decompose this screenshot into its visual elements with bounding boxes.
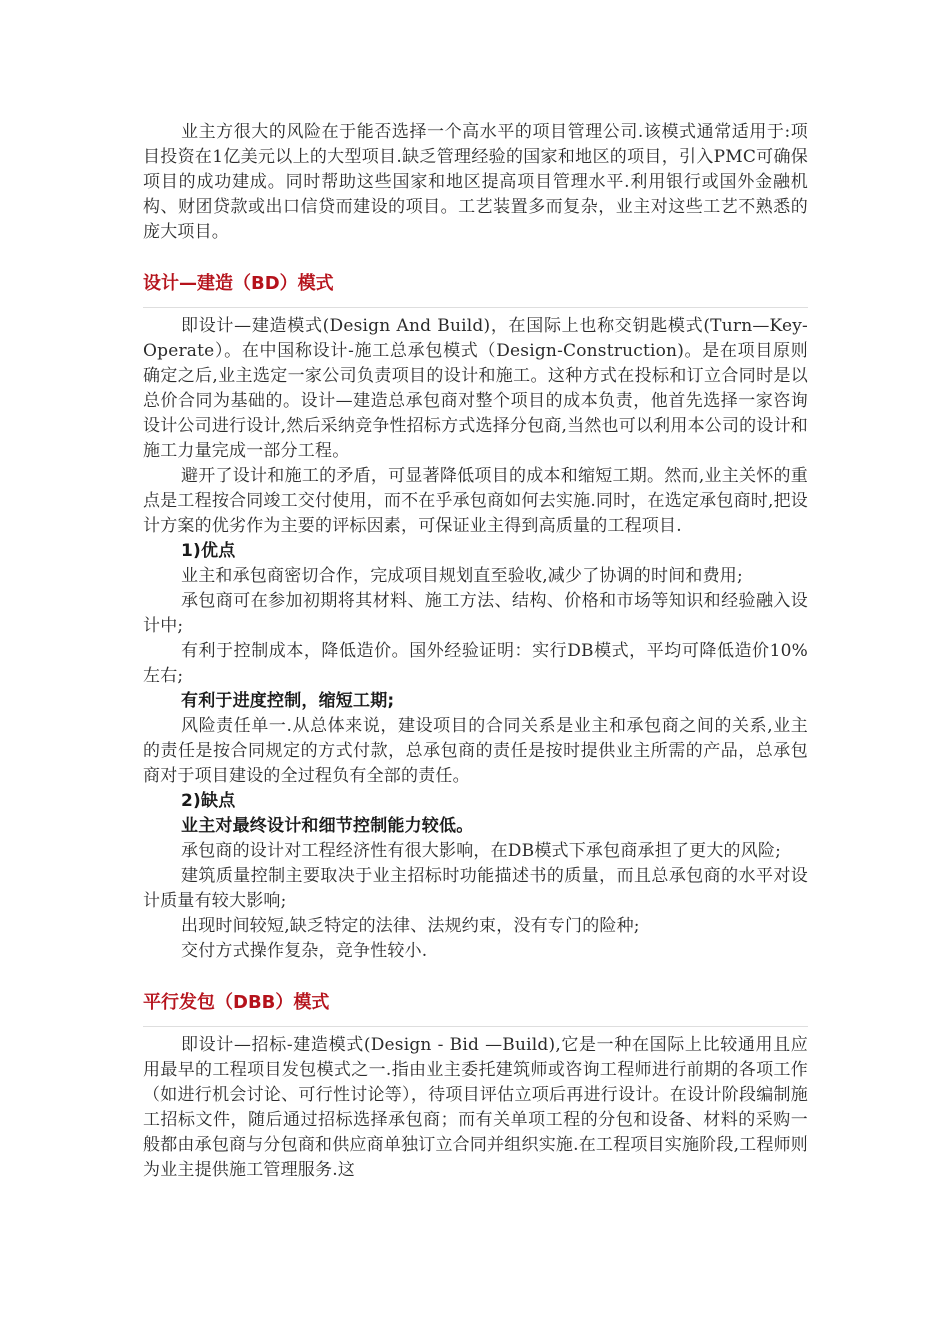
document-page: [143, 120, 808, 1183]
disadvantage-item-5: 交付方式操作复杂，竞争性较小.: [181, 941, 428, 961]
advantage-item-5: 风险责任单一.从总体来说，建设项目的合同关系是业主和承包商之间的关系,业主的责任是按合同规定的方式付款，总承包商的责任是按时提供业主所需的产品，总承包商对于项目建设的全过程负有全部的责任。: [143, 716, 808, 786]
advantage-item-4: 有利于进度控制，缩短工期;: [181, 691, 395, 711]
disadvantage-item-4: 出现时间较短,缺乏特定的法律、法规约束，没有专门的险种;: [181, 916, 640, 936]
disadvantage-item-1: 业主对最终设计和细节控制能力较低。: [181, 816, 474, 836]
disadvantage-item-2: 承包商的设计对工程经济性有很大影响，在DB模式下承包商承担了更大的风险;: [181, 841, 782, 861]
disadvantages-heading: 2)缺点: [181, 791, 236, 811]
dbb-paragraph-1: 即设计—招标-建造模式(Design - Bid —Build),它是一种在国际上比较通用且应用最早的工程项目发包模式之一.指由业主委托建筑师或咨询工程师进行前期的各项工作（如进行机会讨论、可行性讨论等），待项目评估立项后再进行设计。在设计阶段编制施工招标文件，随后通过招标选择承包商；而有关单项工程的分包和设备、材料的采购一般都由承包商与分包商和供应商单独订立合同并组织实施.在工程项目实施阶段,工程师则为业主提供施工管理服务.这: [143, 1035, 808, 1180]
dbb-section-heading: 平行发包（DBB）模式: [143, 992, 330, 1013]
bd-paragraph-2: 避开了设计和施工的矛盾，可显著降低项目的成本和缩短工期。然而,业主关怀的重点是工程按合同竣工交付使用，而不在乎承包商如何去实施.同时，在选定承包商时,把设计方案的优劣作为主要的评标因素，可保证业主得到高质量的工程项目.: [143, 466, 808, 536]
disadvantage-item-3: 建筑质量控制主要取决于业主招标时功能描述书的质量，而且总承包商的水平对设计质量有较大影响;: [143, 866, 808, 911]
advantage-item-3: 有利于控制成本，降低造价。国外经验证明：实行DB模式，平均可降低造价10%左右;: [143, 641, 808, 686]
advantage-item-2: 承包商可在参加初期将其材料、施工方法、结构、价格和市场等知识和经验融入设计中;: [143, 591, 808, 636]
bd-paragraph-1: 即设计—建造模式(Design And Build)，在国际上也称交钥匙模式(Turn—Key-Operate）。在中国称设计-施工总承包模式（Design-Construction)。是在项目原则确定之后,业主选定一家公司负责项目的设计和施工。这种方式在投标和订立合同时是以总价合同为基础的。设计—建造总承包商对整个项目的成本负责，他首先选择一家咨询设计公司进行设计,然后采纳竞争性招标方式选择分包商,当然也可以利用本公司的设计和施工力量完成一部分工程。: [143, 316, 808, 461]
advantage-item-1: 业主和承包商密切合作，完成项目规划直至验收,减少了协调的时间和费用;: [181, 566, 743, 586]
advantages-heading: 1)优点: [181, 541, 236, 561]
intro-paragraph: 业主方很大的风险在于能否选择一个高水平的项目管理公司.该模式通常适用于:项目投资在1亿美元以上的大型项目.缺乏管理经验的国家和地区的项目，引入PMC可确保项目的成功建成。同时帮助这些国家和地区提高项目管理水平.利用银行或国外金融机构、财团贷款或出口信贷而建设的项目。工艺装置多而复杂，业主对这些工艺不熟悉的庞大项目。: [143, 122, 808, 242]
bd-section-heading: 设计—建造（BD）模式: [143, 273, 334, 294]
